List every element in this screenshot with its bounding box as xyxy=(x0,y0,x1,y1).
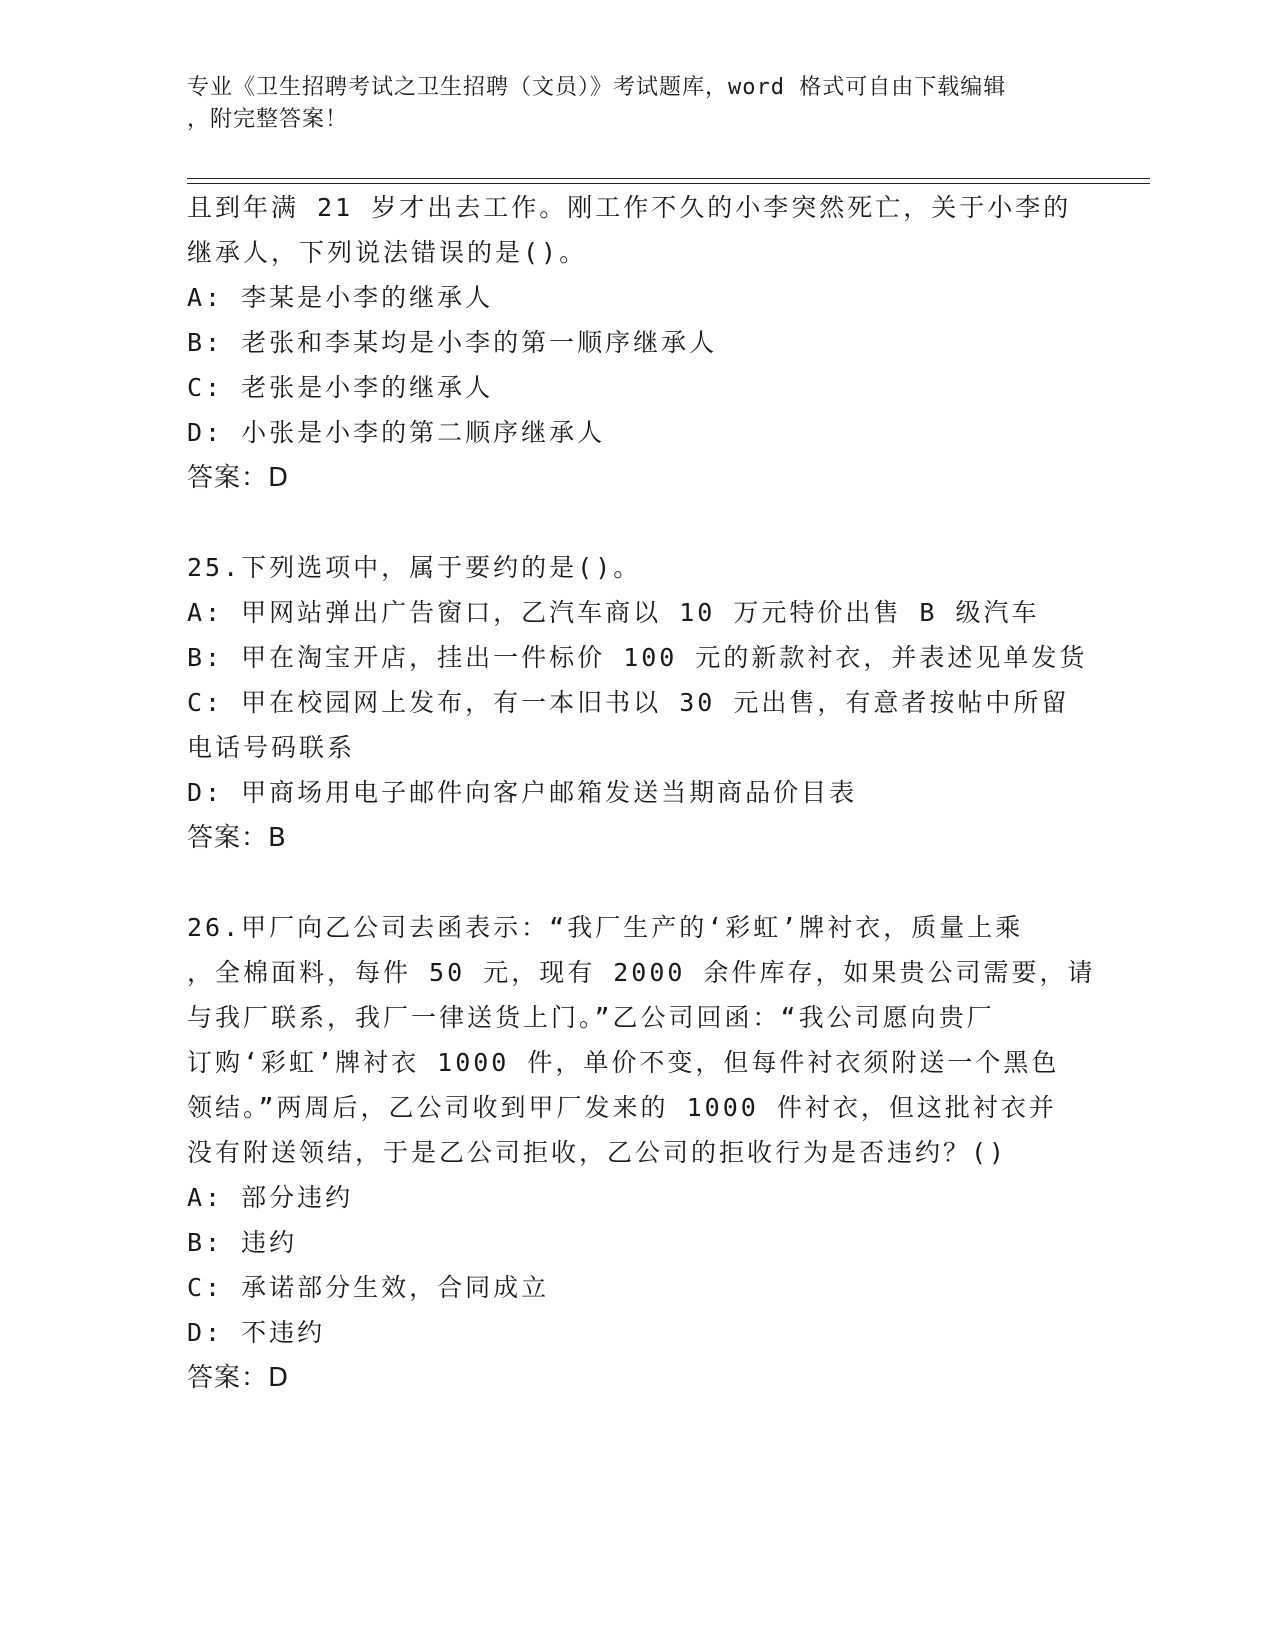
q25-option-b: B: 甲在淘宝开店，挂出一件标价 100 元的新款衬衣，并表述见单发货 xyxy=(187,643,1088,672)
q24-option-a: A: 李某是小李的继承人 xyxy=(187,283,494,312)
header-line-2: ，附完整答案！ xyxy=(187,107,349,132)
q26-stem-line-5: 领结。”两周后，乙公司收到甲厂发来的 1000 件衬衣，但这批衬衣并 xyxy=(187,1093,1057,1122)
q25-stem-line-1: 25.下列选项中，属于要约的是()。 xyxy=(187,553,642,582)
q26-stem-line-6: 没有附送领结，于是乙公司拒收，乙公司的拒收行为是否违约？() xyxy=(187,1138,1008,1167)
header-divider-bottom xyxy=(187,183,1150,184)
q26-option-a: A: 部分违约 xyxy=(187,1183,354,1212)
q25-option-c-cont: 电话号码联系 xyxy=(187,733,356,762)
q26-option-b: B: 违约 xyxy=(187,1228,298,1257)
header-line-1: 专业《卫生招聘考试之卫生招聘（文员）》考试题库，word 格式可自由下载编辑 xyxy=(187,75,1007,100)
q24-option-c: C: 老张是小李的继承人 xyxy=(187,373,494,402)
q24-stem-line-1: 且到年满 21 岁才出去工作。刚工作不久的小李突然死亡，关于小李的 xyxy=(187,193,1072,222)
q24-option-d: D: 小张是小李的第二顺序继承人 xyxy=(187,418,606,447)
q25-option-c: C: 甲在校园网上发布，有一本旧书以 30 元出售，有意者按帖中所留 xyxy=(187,688,1070,717)
q26-answer: 答案：D xyxy=(187,1363,290,1393)
q24-answer: 答案：D xyxy=(187,463,290,493)
q26-stem-line-1: 26.甲厂向乙公司去函表示：“我厂生产的‘彩虹’牌衬衣，质量上乘 xyxy=(187,913,1024,942)
q25-answer: 答案：B xyxy=(187,823,287,853)
header-divider-top xyxy=(187,178,1150,179)
q26-stem-line-3: 与我厂联系，我厂一律送货上门。”乙公司回函：“我公司愿向贵厂 xyxy=(187,1003,995,1032)
document-header xyxy=(187,72,1077,136)
q24-option-b: B: 老张和李某均是小李的第一顺序继承人 xyxy=(187,328,718,357)
q26-stem-line-2: ，全棉面料，每件 50 元，现有 2000 余件库存，如果贵公司需要，请 xyxy=(187,958,1096,987)
q24-stem-line-2: 继承人，下列说法错误的是()。 xyxy=(187,238,588,267)
q26-stem-line-4: 订购‘彩虹’牌衬衣 1000 件，单价不变，但每件衬衣须附送一个黑色 xyxy=(187,1048,1060,1077)
q26-option-d: D: 不违约 xyxy=(187,1318,326,1347)
q25-option-a: A: 甲网站弹出广告窗口，乙汽车商以 10 万元特价出售 B 级汽车 xyxy=(187,598,1040,627)
q26-option-c: C: 承诺部分生效，合同成立 xyxy=(187,1273,550,1302)
q25-option-d: D: 甲商场用电子邮件向客户邮箱发送当期商品价目表 xyxy=(187,778,858,807)
